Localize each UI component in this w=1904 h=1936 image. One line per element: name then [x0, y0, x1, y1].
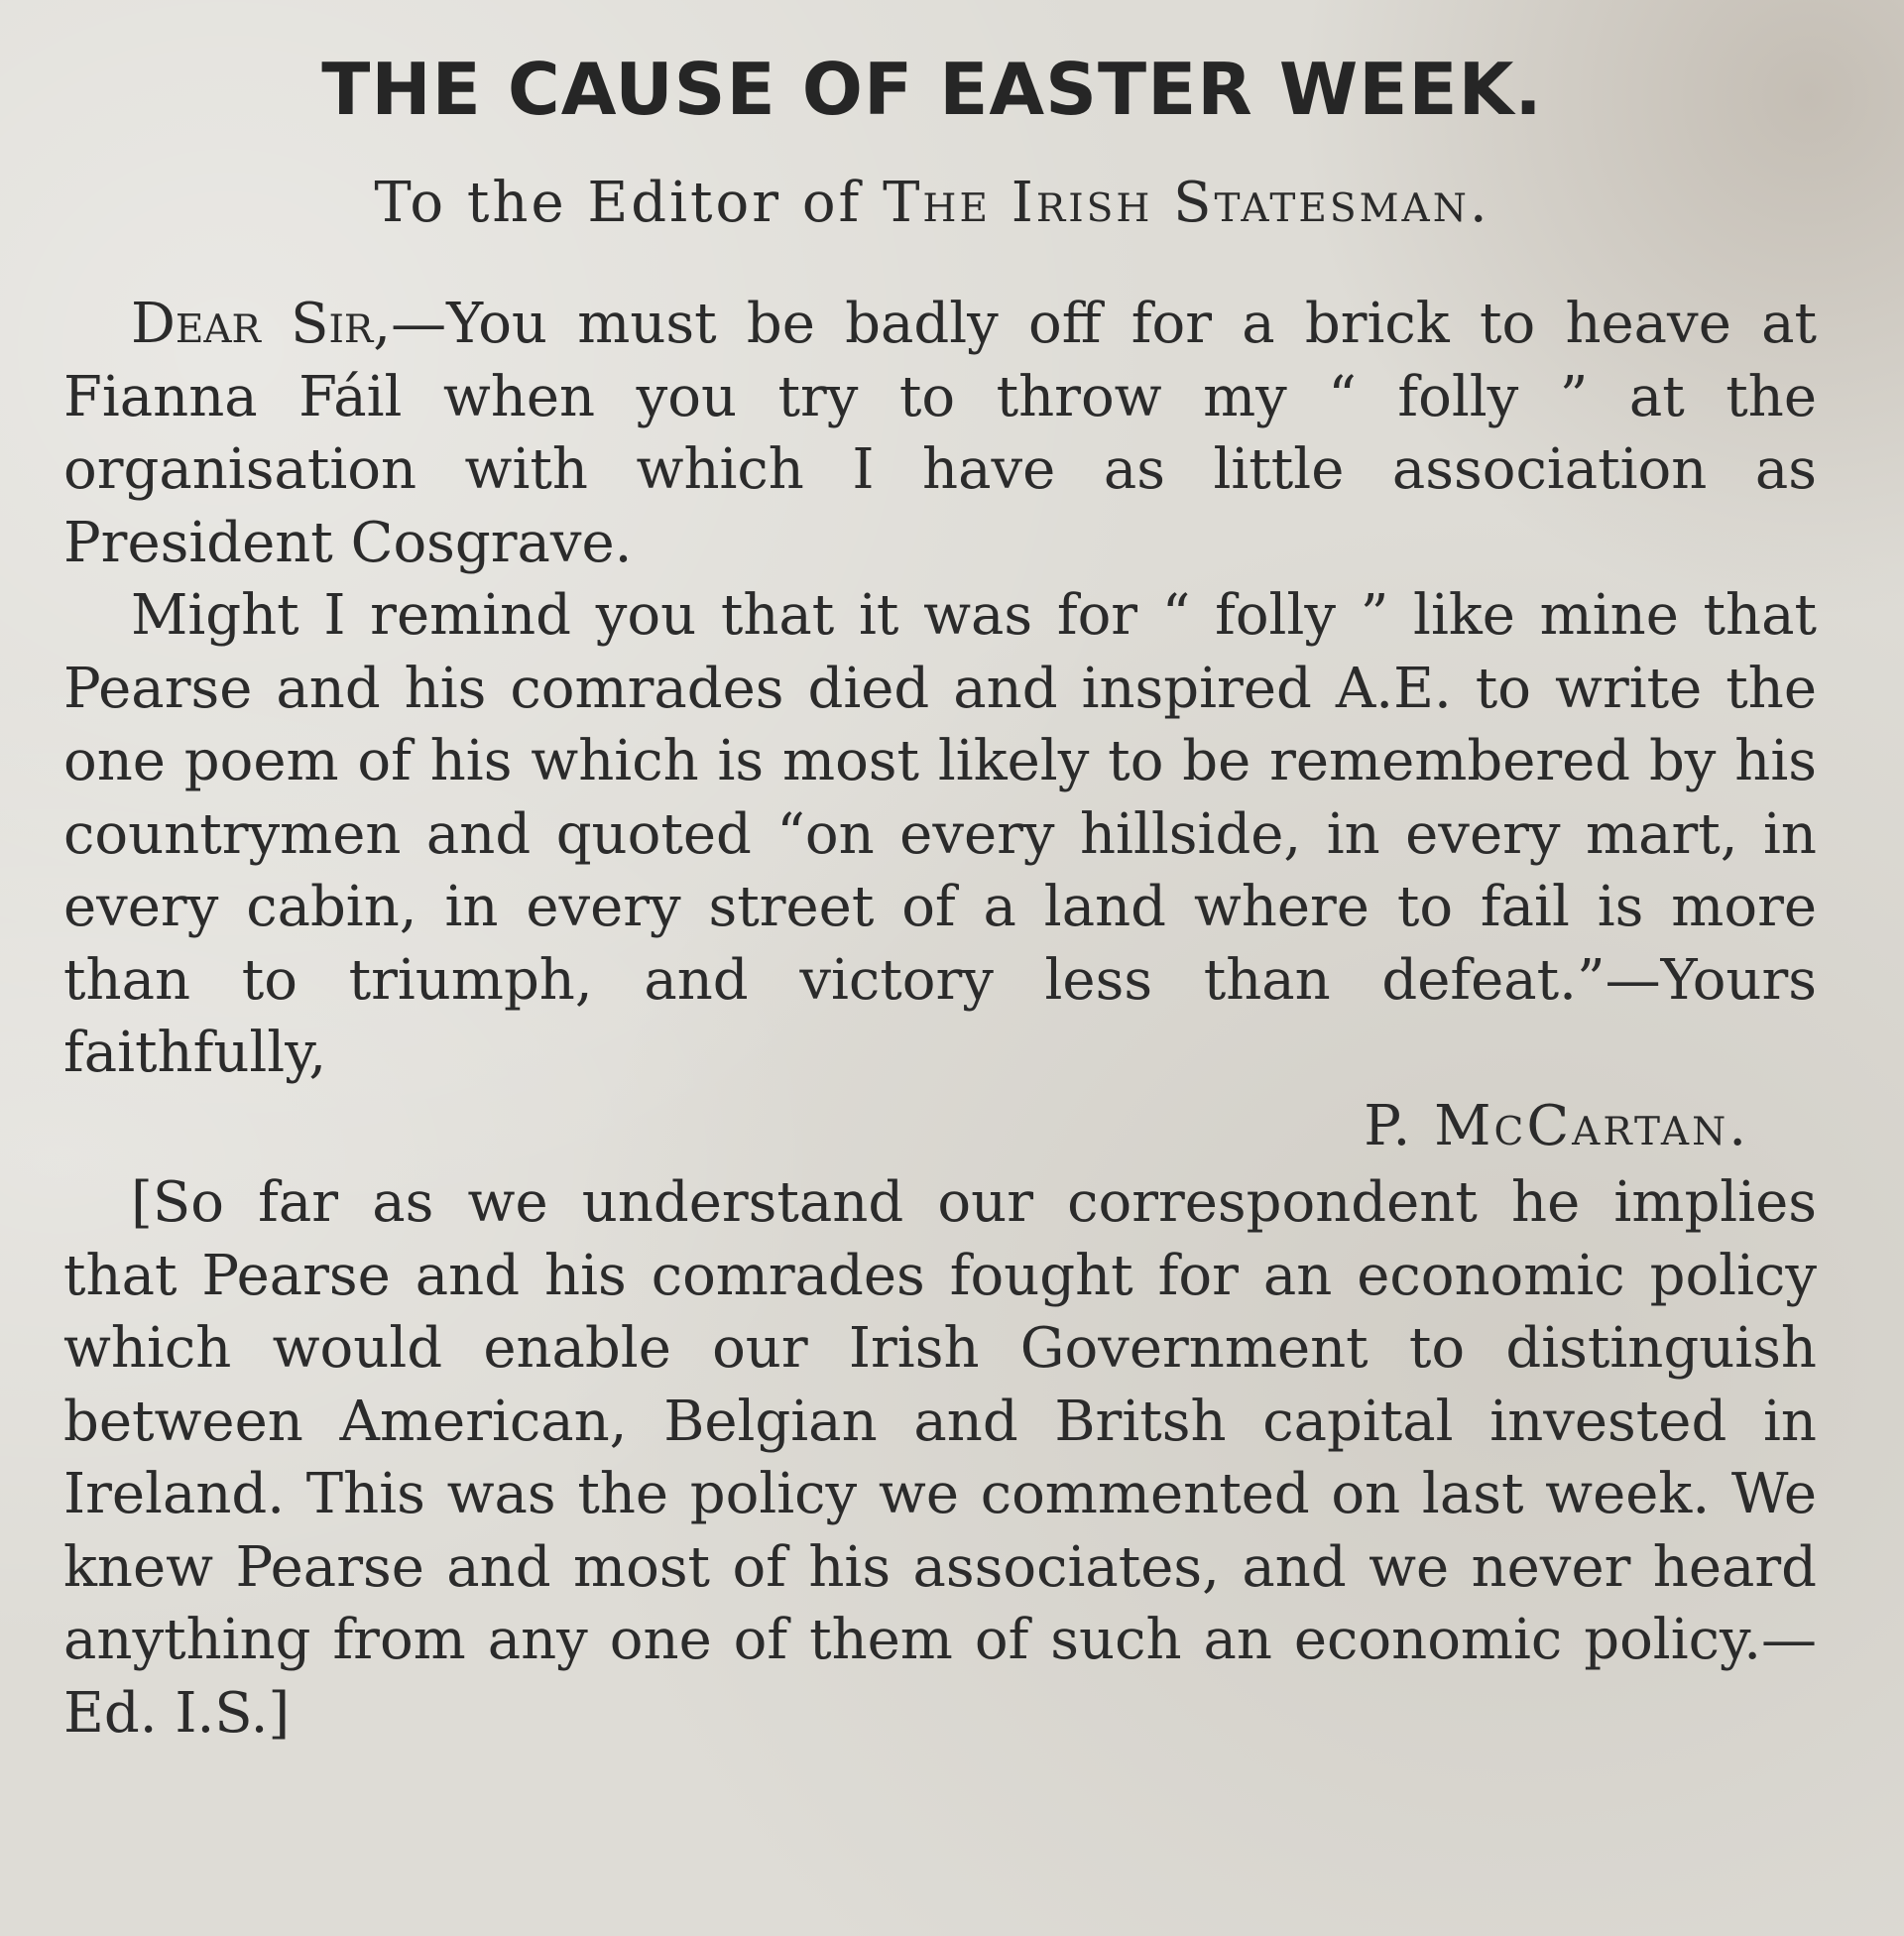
- article-body: [63, 288, 1817, 1750]
- letter-address: [0, 171, 1864, 235]
- letter-paragraph-1: [63, 288, 1817, 579]
- address-suffix: .: [1469, 171, 1490, 235]
- editor-note: [So far as we understand our correspondent he implies that Pearse and his comrades fought for an economic policy which would enable our Irish Government to distinguish between American, Belgian and Britsh capital invested in Ireland. This was the policy we commented on last week. We knew Pearse and most of his associates, and we never heard anything from any one of them of such an economic policy.—Ed. I.S.]: [63, 1170, 1817, 1746]
- publication-name: The Irish Statesman: [883, 171, 1470, 235]
- salutation: Dear Sir,: [131, 292, 392, 356]
- signature: P. McCartan.: [1364, 1093, 1749, 1158]
- address-prefix: To the Editor of: [374, 171, 863, 235]
- article-title: THE CAUSE OF EASTER WEEK.: [321, 48, 1543, 131]
- letter-paragraph-1-text: —You must be badly off for a brick to heave at Fianna Fáil when you try to throw my “ folly ” at the organisation with which I have as little association as President Cosgrave.: [63, 292, 1817, 575]
- letter-paragraph-2: Might I remind you that it was for “ folly ” like mine that Pearse and his comrades died and inspired A.E. to write the one poem of his which is most likely to be remembered by his countrymen and quoted “on every hillside, in every mart, in every cabin, in every street of a land where to fail is more than to triumph, and victory less than defeat.”—Yours faithfully,: [63, 583, 1817, 1085]
